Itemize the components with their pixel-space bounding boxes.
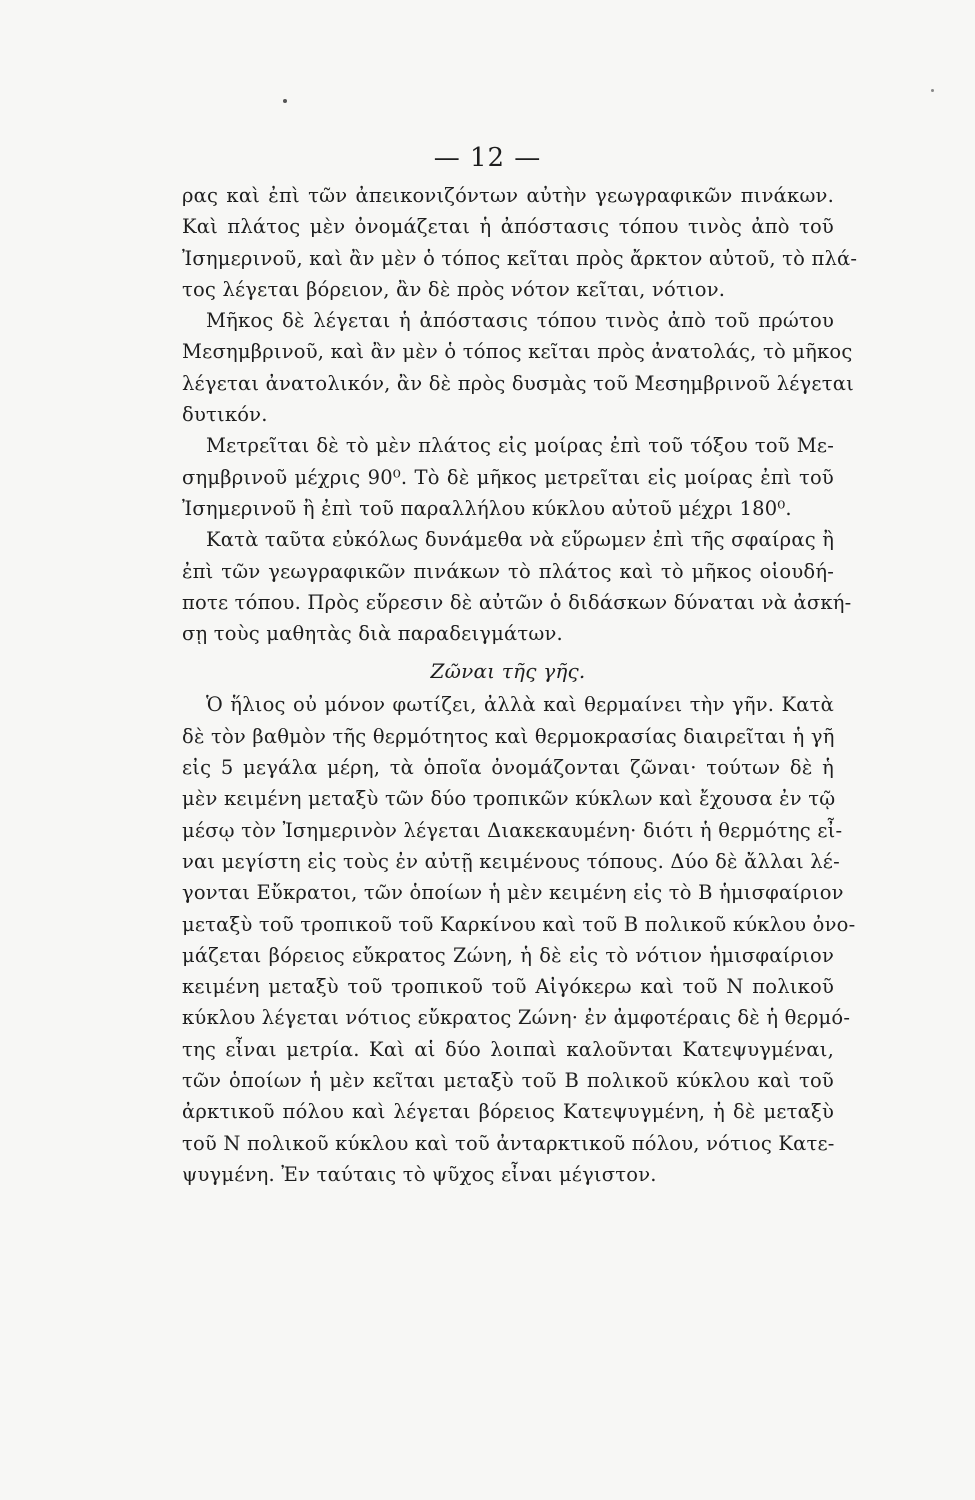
text-line: μάζεται βόρειος εὔκρατος Ζώνη, ἡ δὲ εἰς τὸ νότιον ἡμισφαίριον xyxy=(182,943,834,967)
section-heading: Ζῶναι τῆς γῆς. xyxy=(430,659,586,684)
text-line: της εἶναι μετρία. Καὶ αἱ δύο λοιπαὶ καλοῦνται Κατεψυγμέναι, xyxy=(182,1037,834,1061)
text-line: κειμένη μεταξὺ τοῦ τροπικοῦ τοῦ Αἰγόκερω καὶ τοῦ Ν πολικοῦ xyxy=(182,975,834,999)
text-line: γονται Εὔκρατοι, τῶν ὁποίων ἡ μὲν κειμένη εἰς τὸ Β ἡμισφαίριον xyxy=(182,881,844,905)
body-text xyxy=(182,180,858,1190)
text-line: ρας καὶ ἐπὶ τῶν ἀπεικονιζόντων αὐτὴν γεωγραφικῶν πινάκων. xyxy=(182,184,834,207)
text-line: Ὁ ἥλιος οὐ μόνον φωτίζει, ἀλλὰ καὶ θερμαίνει τὴν γῆν. Κατὰ xyxy=(206,693,834,717)
text-line: ναι μεγίστη εἰς τοὺς ἐν αὐτῇ κειμένους τόπους. Δύο δὲ ἄλλαι λέ- xyxy=(182,849,840,873)
text-line: δυτικόν. xyxy=(182,403,268,427)
ink-speck xyxy=(931,89,934,92)
text-line: δὲ τὸν βαθμὸν τῆς θερμότητος καὶ θερμοκρασίας διαιρεῖται ἡ γῆ xyxy=(182,724,835,748)
text-line: ἀρκτικοῦ πόλου καὶ λέγεται βόρειος Κατεψυγμένη, ἡ δὲ μεταξὺ xyxy=(182,1100,834,1124)
page-number: — 12 — xyxy=(433,143,542,173)
text-line: ἐπὶ τῶν γεωγραφικῶν πινάκων τὸ πλάτος καὶ τὸ μῆκος οἱουδή- xyxy=(182,559,834,583)
text-line: ψυγμένη. Ἐν ταύταις τὸ ψῦχος εἶναι μέγιστον. xyxy=(182,1162,657,1186)
text-line: μεταξὺ τοῦ τροπικοῦ τοῦ Καρκίνου καὶ τοῦ Β πολικοῦ κύκλου ὀνο- xyxy=(182,912,856,936)
text-line: σῃ τοὺς μαθητὰς διὰ παραδειγμάτων. xyxy=(182,622,563,646)
text-line: Καὶ πλάτος μὲν ὀνομάζεται ἡ ἀπόστασις τόπου τινὸς ἀπὸ τοῦ xyxy=(182,215,834,239)
text-line: Μεσημβρινοῦ, καὶ ἂν μὲν ὁ τόπος κεῖται πρὸς ἀνατολάς, τὸ μῆκος xyxy=(182,340,853,364)
text-line: Ἰσημερινοῦ, καὶ ἂν μὲν ὁ τόπος κεῖται πρὸς ἄρκτον αὐτοῦ, τὸ πλά- xyxy=(182,246,858,270)
text-line: εἰς 5 μεγάλα μέρη, τὰ ὁποῖα ὀνομάζονται ζῶναι· τούτων δὲ ἡ xyxy=(182,756,834,780)
text-line: τοῦ Ν πολικοῦ κύκλου καὶ τοῦ ἀνταρκτικοῦ πόλου, νότιος Κατε- xyxy=(182,1131,835,1155)
text-line: μέσῳ τὸν Ἰσημερινὸν λέγεται Διακεκαυμένη· διότι ἡ θερμότης εἶ- xyxy=(182,818,843,842)
text-line: Μετρεῖται δὲ τὸ μὲν πλάτος εἰς μοίρας ἐπὶ τοῦ τόξου τοῦ Με- xyxy=(206,434,834,458)
text-line: Κατὰ ταῦτα εὐκόλως δυνάμεθα νὰ εὕρωμεν ἐπὶ τῆς σφαίρας ἢ xyxy=(206,528,835,552)
text-line: σημβρινοῦ μέχρις 90⁰. Τὸ δὲ μῆκος μετρεῖται εἰς μοίρας ἐπὶ τοῦ xyxy=(182,465,834,489)
text-line: μὲν κειμένη μεταξὺ τῶν δύο τροπικῶν κύκλων καὶ ἔχουσα ἐν τῷ xyxy=(182,787,836,811)
text-line: τῶν ὁποίων ἡ μὲν κεῖται μεταξὺ τοῦ Β πολικοῦ κύκλου καὶ τοῦ xyxy=(182,1069,834,1093)
text-line: Μῆκος δὲ λέγεται ἡ ἀπόστασις τόπου τινὸς ἀπὸ τοῦ πρώτου xyxy=(206,309,834,333)
text-line: κύκλου λέγεται νότιος εὔκρατος Ζώνη· ἐν ἀμφοτέραις δὲ ἡ θερμό- xyxy=(182,1006,851,1030)
ink-speck xyxy=(283,99,287,103)
text-line: λέγεται ἀνατολικόν, ἂν δὲ πρὸς δυσμὰς τοῦ Μεσημβρινοῦ λέγεται xyxy=(182,371,854,395)
text-line: Ἰσημερινοῦ ἢ ἐπὶ τοῦ παραλλήλου κύκλου αὐτοῦ μέχρι 180⁰. xyxy=(182,496,792,520)
text-line: τος λέγεται βόρειον, ἂν δὲ πρὸς νότον κεῖται, νότιον. xyxy=(182,277,726,301)
text-line: ποτε τόπου. Πρὸς εὕρεσιν δὲ αὐτῶν ὁ διδάσκων δύναται νὰ ἀσκή- xyxy=(182,590,852,614)
